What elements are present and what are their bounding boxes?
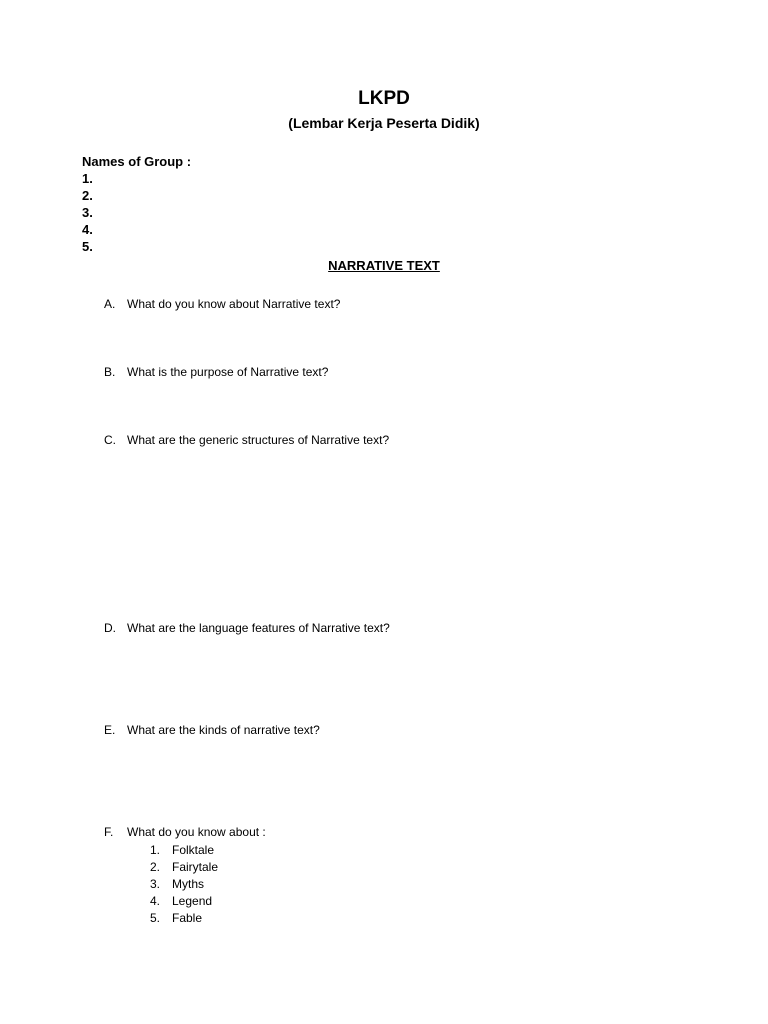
- list-item-text: Myths: [172, 877, 205, 891]
- question-text: What are the generic structures of Narrative text?: [127, 433, 390, 447]
- question-letter: D.: [104, 621, 116, 635]
- list-item: [150, 842, 218, 859]
- group-number: 2.: [82, 188, 93, 203]
- group-number: 5.: [82, 239, 93, 254]
- question-text: What do you know about Narrative text?: [127, 297, 341, 311]
- question-b: [104, 364, 328, 380]
- group-number: 1.: [82, 171, 93, 186]
- group-label: Names of Group :: [82, 154, 192, 169]
- list-item-text: Folktale: [172, 843, 215, 857]
- list-item-number: 3.: [150, 877, 161, 891]
- question-letter: A.: [104, 297, 116, 311]
- question-a: [104, 296, 340, 312]
- list-item-text: Fairytale: [172, 860, 219, 874]
- group-names-block: [82, 153, 191, 255]
- list-item-number: 5.: [150, 911, 161, 925]
- question-letter: B.: [104, 365, 116, 379]
- question-text: What are the kinds of narrative text?: [127, 723, 320, 737]
- question-c: [104, 432, 389, 448]
- list-item-number: 2.: [150, 860, 161, 874]
- list-item-number: 1.: [150, 843, 161, 857]
- list-item-text: Legend: [172, 894, 213, 908]
- question-letter: E.: [104, 723, 116, 737]
- question-text: What is the purpose of Narrative text?: [127, 365, 329, 379]
- sub-item-list: [150, 842, 218, 927]
- question-text: What are the language features of Narrative text?: [127, 621, 390, 635]
- page-subtitle: (Lembar Kerja Peserta Didik): [288, 115, 480, 131]
- question-d: [104, 620, 390, 636]
- group-number: 4.: [82, 222, 93, 237]
- list-item-number: 4.: [150, 894, 161, 908]
- question-e: [104, 722, 320, 738]
- list-item: [150, 910, 218, 927]
- question-f: [104, 824, 266, 840]
- list-item: [150, 876, 218, 893]
- section-heading-text: NARRATIVE TEXT: [328, 258, 440, 273]
- list-item-text: Fable: [172, 911, 203, 925]
- list-item: [150, 859, 218, 876]
- question-letter: C.: [104, 433, 116, 447]
- question-text: What do you know about :: [127, 825, 266, 839]
- section-heading: [0, 257, 768, 274]
- list-item: [150, 893, 218, 910]
- question-letter: F.: [104, 825, 114, 839]
- page-title: LKPD: [358, 88, 410, 109]
- group-number: 3.: [82, 205, 93, 220]
